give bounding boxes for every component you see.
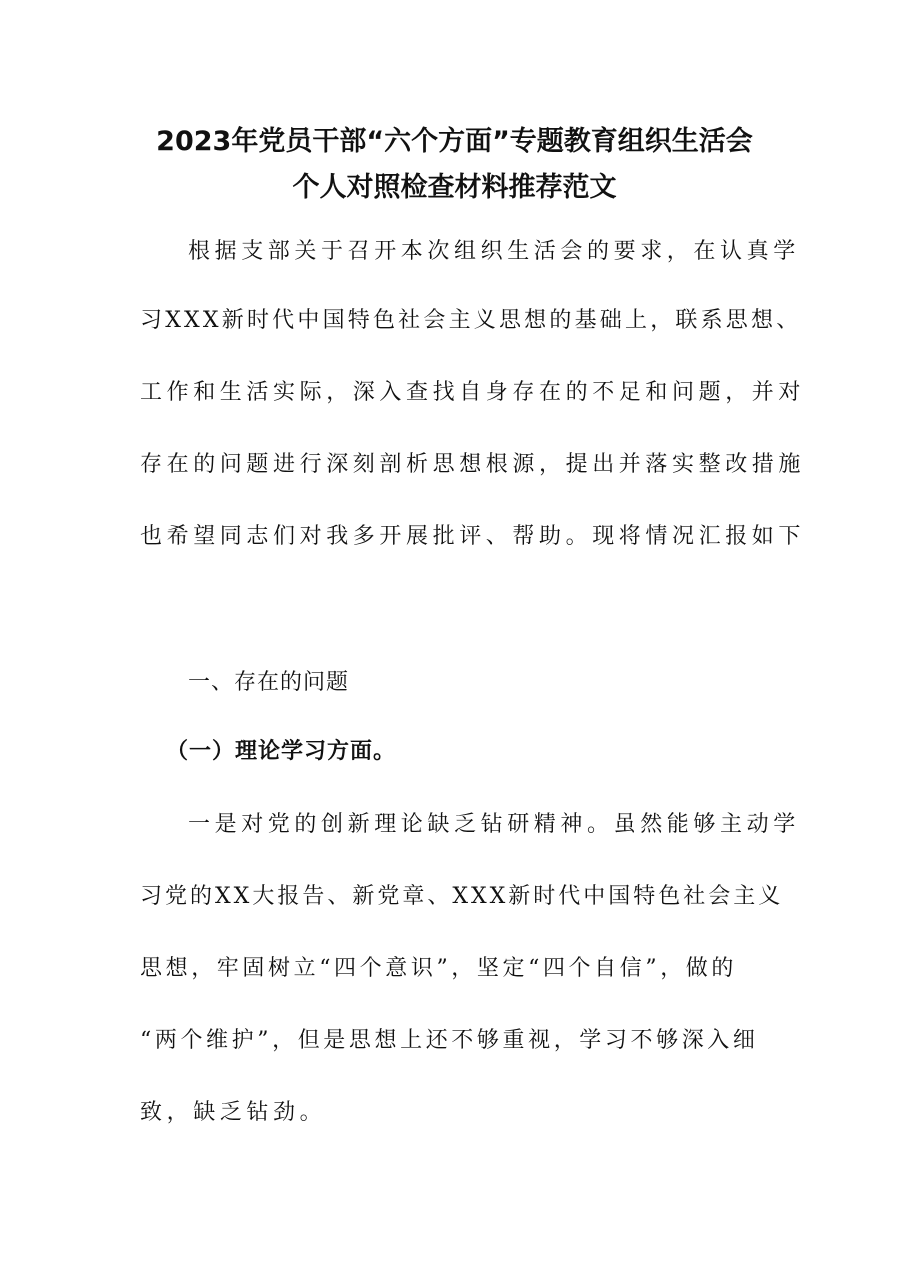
document-title-line-2: 个人对照检查材料推荐范文	[292, 172, 617, 203]
intro-line-5: 也希望同志们对我多开展批评、帮助。现将情况汇报如下	[140, 524, 806, 549]
para1-line-2: 习党的XX大报告、新党章、XXX新时代中国特色社会主义	[140, 884, 784, 909]
intro-line-4: 存在的问题进行深刻剖析思想根源，提出并落实整改措施	[140, 452, 806, 477]
para1-line-3: 思想，牢固树立“四个意识”，坚定“四个自信”，做的	[140, 956, 737, 981]
document-title-line-1: 2023年党员干部“六个方面”专题教育组织生活会	[156, 126, 753, 157]
intro-line-3: 工作和生活实际，深入查找自身存在的不足和问题，并对	[140, 380, 806, 405]
intro-line-1: 根据支部关于召开本次组织生活会的要求，在认真学	[188, 239, 800, 264]
section-heading: 一、存在的问题	[188, 670, 350, 695]
intro-line-2: 习XXX新时代中国特色社会主义思想的基础上，联系思想、	[140, 308, 802, 333]
para1-line-1: 一是对党的创新理论缺乏钻研精神。虽然能够主动学	[188, 812, 800, 837]
para1-line-4: “两个维护”，但是思想上还不够重视，学习不够深入细	[140, 1028, 759, 1053]
para1-line-5: 致，缺乏钻劲。	[140, 1100, 327, 1125]
subsection-heading: （一）理论学习方面。	[166, 739, 397, 764]
